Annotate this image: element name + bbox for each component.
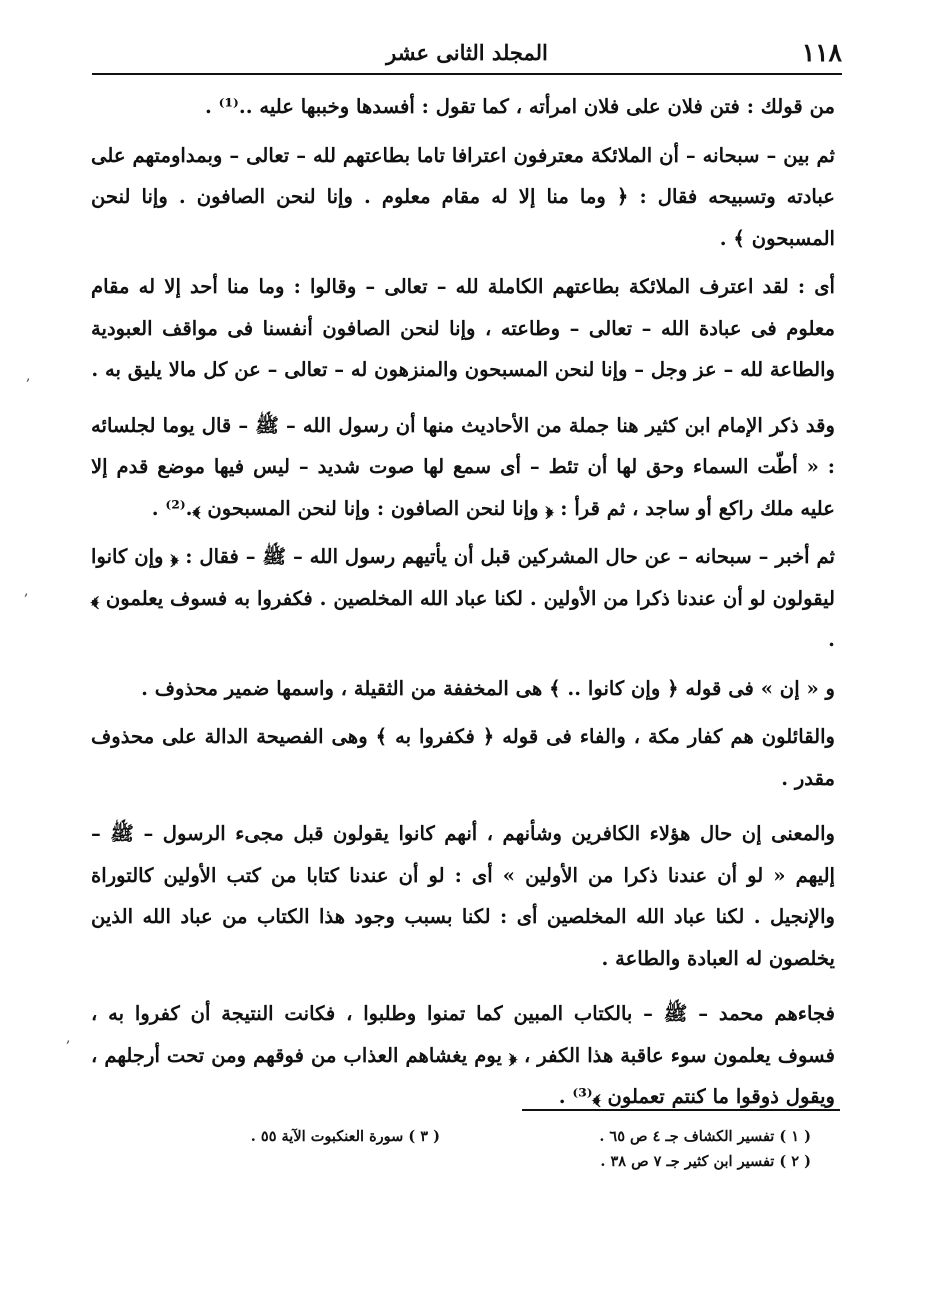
scan-speck: , xyxy=(24,583,29,599)
footnote-1: ( ١ ) تفسير الكشاف جـ ٤ ص ٦٥ . xyxy=(599,1128,811,1145)
paragraph: من قولك : فتن فلان على فلان امرأته ، كما تقول : أفسدها وخببها عليه ..⁽¹⁾ . xyxy=(204,95,835,118)
paragraph: ثم بين – سبحانه – أن الملائكة معترفون اعترافا تاما بطاعتهم لله – تعالى – وبمداومتهم على عبادته وتسبيحه فقال : ﴿ وما منا إلا له مقام معلوم . وإنا لنحن الصافون . وإنا لنحن المسبحون ﴾ . xyxy=(91,143,835,250)
paragraph: ثم أخبر – سبحانه – عن حال المشركين قبل أن يأتيهم رسول الله – ﷺ – فقال : ﴿ وإن كانوا ليقولون لو أن عندنا ذكرا من الأولين . لكنا عباد الله المخلصين . فكفروا به فسوف يعلمون ﴾ . xyxy=(91,545,835,651)
footnote-rule xyxy=(522,1109,840,1111)
paragraph: فجاءهم محمد – ﷺ – بالكتاب المبين كما تمنوا وطلبوا ، فكانت النتيجة أن كفروا به ، فسوف يعلمون سوء عاقبة هذا الكفر ، ﴿ يوم يغشاهم العذاب من فوقهم ومن تحت أرجلهم ، ويقول ذوقوا ما كنتم تعملون ﴾⁽³⁾ . xyxy=(91,1002,835,1108)
running-title: المجلد الثانى عشر xyxy=(386,40,548,65)
page-body xyxy=(91,86,835,1125)
page-number: ١١٨ xyxy=(801,38,842,67)
scan-speck: , xyxy=(66,1030,71,1046)
header-rule xyxy=(92,73,842,75)
paragraph: أى : لقد اعترف الملائكة بطاعتهم الكاملة لله – تعالى – وقالوا : وما منا أحد إلا له مقام معلوم فى عبادة الله – تعالى – وطاعته ، وإنا لنحن الصافون أنفسنا فى مواقف العبودية والطاعة لله – عز وجل – وإنا لنحن المسبحون والمنزهون له – تعالى – عن كل مالا يليق به . xyxy=(91,275,835,381)
page-header xyxy=(92,34,842,72)
paragraph: و « إن » فى قوله ﴿ وإن كانوا .. ﴾ هى المخففة من الثقيلة ، واسمها ضمير محذوف . xyxy=(141,676,835,700)
paragraph: والمعنى إن حال هؤلاء الكافرين وشأنهم ، أنهم كانوا يقولون قبل مجىء الرسول – ﷺ – إليهم « لو أن عندنا ذكرا من الأولين » أى : لو أن عندنا كتابا من كتب الأولين كالتوراة والإنجيل . لكنا عباد الله المخلصين أى : لكنا بسبب وجود هذا الكتاب من عباد الله الذين يخلصون له العبادة والطاعة . xyxy=(91,822,835,970)
footnote-2: ( ٢ ) تفسير ابن كثير جـ ٧ ص ٣٨ . xyxy=(600,1153,811,1170)
scan-speck: , xyxy=(26,368,31,384)
footnote-3: ( ٣ ) سورة العنكبوت الآية ٥٥ . xyxy=(250,1128,440,1145)
footnotes xyxy=(551,1124,811,1174)
paragraph: والقائلون هم كفار مكة ، والفاء فى قوله ﴿ فكفروا به ﴾ وهى الفصيحة الدالة على محذوف مقدر . xyxy=(91,725,835,790)
footnote-column-left xyxy=(200,1124,440,1149)
paragraph: وقد ذكر الإمام ابن كثير هنا جملة من الأحاديث منها أن رسول الله – ﷺ – قال يوما لجلسائه : « أطّت السماء وحق لها أن تئط – أى سمع لها صوت شديد – ليس فيها موضع قدم إلا عليه ملك راكع أو ساجد ، ثم قرأ : ﴿ وإنا لنحن الصافون : وإنا لنحن المسبحون ﴾.⁽²⁾ . xyxy=(91,413,835,520)
